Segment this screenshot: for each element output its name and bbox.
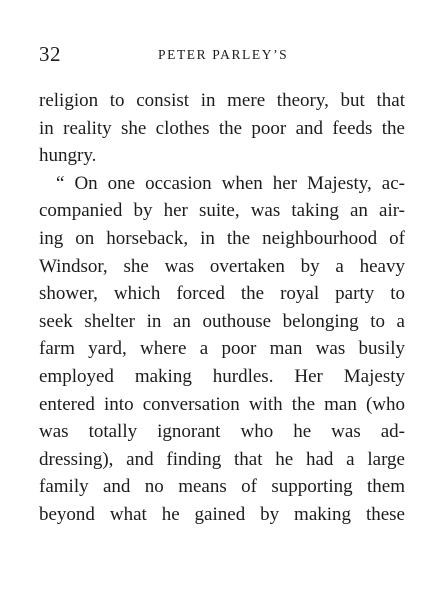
text-line: “ On one occasion when her Majesty, ac- xyxy=(56,172,405,194)
running-title: PETER PARLEY’S xyxy=(158,47,289,62)
text-line: in reality she clothes the poor and feeds the xyxy=(39,117,405,139)
text-line: hungry. xyxy=(39,145,97,167)
text-line: ing on horseback, in the neighbourhood of xyxy=(39,227,405,249)
text-line: dressing), and finding that he had a large xyxy=(39,448,405,470)
body-text xyxy=(39,87,405,529)
text-line: farm yard, where a poor man was busily xyxy=(39,338,405,360)
text-line: seek shelter in an outhouse belonging to a xyxy=(39,310,405,332)
text-line: beyond what he gained by making these xyxy=(39,503,405,525)
text-line: was totally ignorant who he was ad- xyxy=(39,421,405,443)
text-line: shower, which forced the royal party to xyxy=(39,283,405,305)
text-line: Windsor, she was overtaken by a heavy xyxy=(39,255,405,277)
text-line: companied by her suite, was taking an air- xyxy=(39,200,405,222)
text-line: religion to consist in mere theory, but that xyxy=(39,90,405,111)
text-line: family and no means of supporting them xyxy=(39,476,405,498)
page-number: 32 xyxy=(39,42,61,66)
text-line: entered into conversation with the man (who xyxy=(39,393,405,415)
text-line: employed making hurdles. Her Majesty xyxy=(39,365,405,387)
